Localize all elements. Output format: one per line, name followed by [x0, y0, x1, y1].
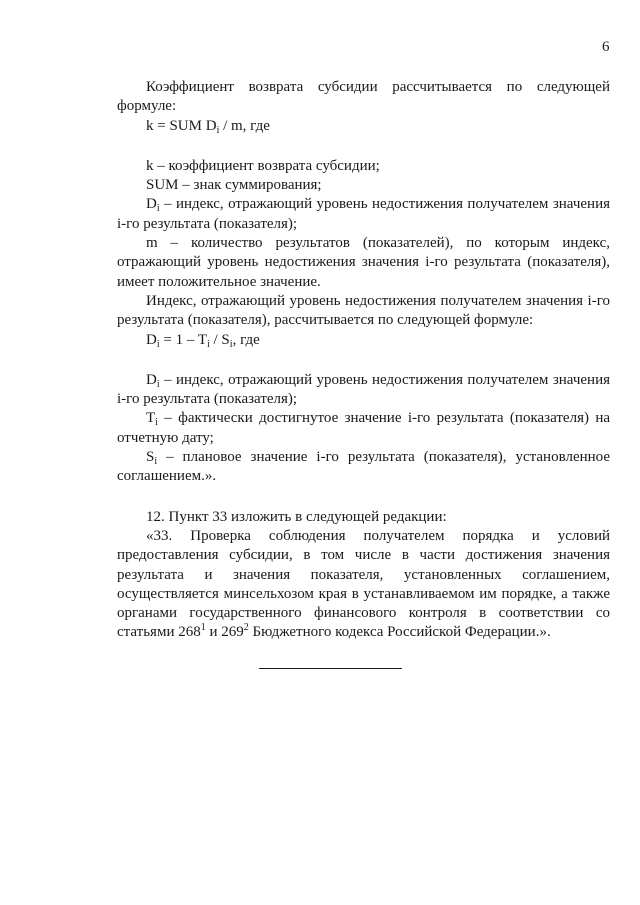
formula-k-subscript: i — [216, 124, 220, 136]
item-12: 12. Пункт 33 изложить в следующей редакции: — [146, 508, 447, 525]
definition-m: m – количество результатов (показателей), по которым индекс, отражающий уровень недостижения значения i-го результата (показателя), имеет положительное значение. — [117, 235, 610, 290]
intro-paragraph: Коэффициент возврата субсидии рассчитывается по следующей формуле: — [117, 79, 610, 115]
definition-ti: $T_i$ – фактически достигнутое значение i-го результата (показателя) на отчетную дату; — [117, 410, 610, 446]
definition-si: $S_i$ – плановое значение i-го результата (показателя), установленное соглашением.». — [117, 449, 610, 485]
formula-k-prefix: k = SUM D — [146, 117, 217, 134]
definition-di: $D_i$ – индекс, отражающий уровень недостижения получателем значения i-го результата (показателя); — [117, 196, 610, 232]
document-body — [117, 78, 610, 643]
formula-di: $D_i = 1 - T_i / S_i$, где — [146, 331, 260, 350]
formula-k — [117, 117, 610, 136]
definition-sum: SUM – знак суммирования; — [146, 177, 322, 194]
page-number: 6 — [602, 39, 610, 55]
closing-rule — [259, 668, 402, 669]
definition-k: k – коэффициент возврата субсидии; — [146, 157, 380, 174]
definition-di-2: $D_i$ – индекс, отражающий уровень недостижения получателем значения i-го результата (показателя); — [117, 371, 610, 408]
definitions-k — [117, 157, 610, 331]
item-33: «33. Проверка соблюдения получателем порядка и условий предоставления субсидии, в том числе в части достижения значения результата и значения показателя, установленных соглашением, осуществляется минсельхозом края в устанавливаемом им порядке, а также органами государственного финансового контроля в соответствии со статьями $268^1$ и $269^2$ Бюджетного кодекса Российской Федерации.». — [117, 527, 610, 641]
index-intro-paragraph: Индекс, отражающий уровень недостижения получателем значения i-го результата (показателя), рассчитывается по следующей формуле: — [117, 292, 610, 329]
formula-k-suffix: / m, где — [219, 117, 270, 134]
definitions-di — [117, 371, 610, 487]
